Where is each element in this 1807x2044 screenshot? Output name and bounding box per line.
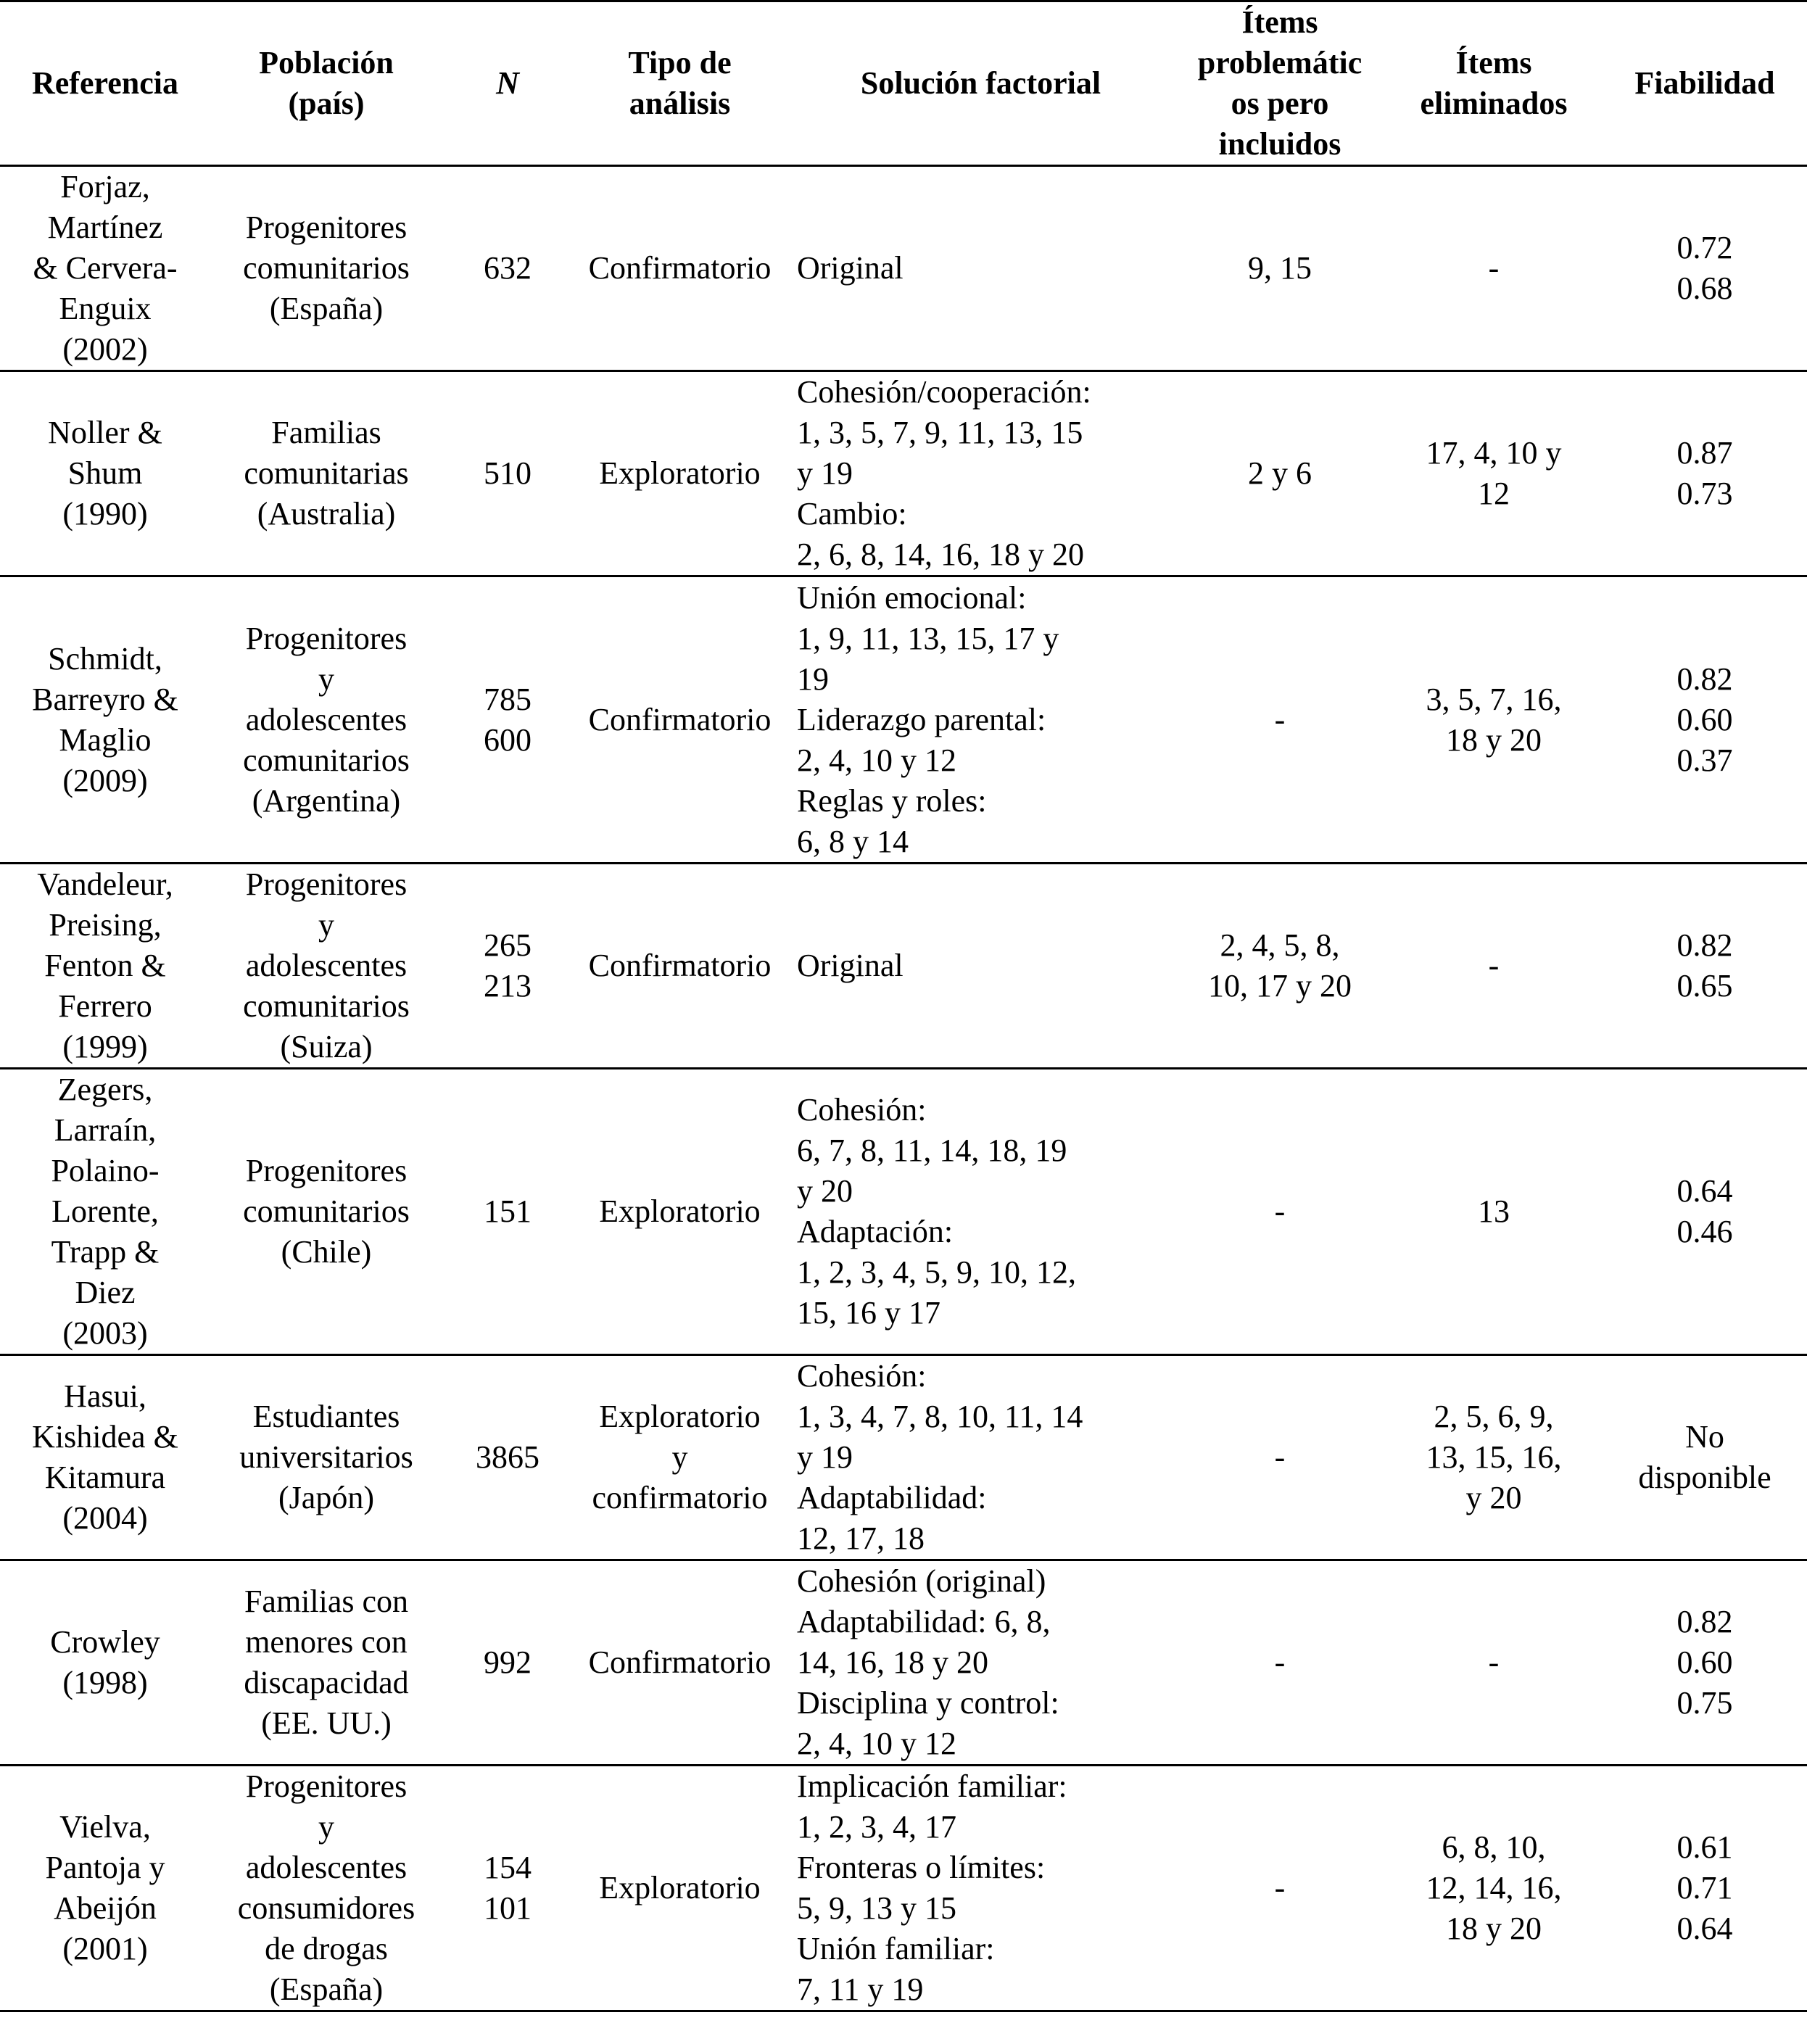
table-row bbox=[0, 166, 1807, 371]
cell-n: 3865 bbox=[442, 1355, 573, 1560]
cell-poblacion: Estudiantes universitarios (Japón) bbox=[210, 1355, 442, 1560]
cell-solucion: Cohesión: 1, 3, 4, 7, 8, 10, 11, 14 y 19 Adaptabilidad: 12, 17, 18 bbox=[787, 1355, 1175, 1560]
cell-referencia: Vandeleur, Preising, Fenton & Ferrero (1999) bbox=[0, 864, 210, 1069]
cell-problematicos: - bbox=[1175, 576, 1385, 864]
cell-problematicos: - bbox=[1175, 1766, 1385, 2011]
cell-poblacion: Progenitores y adolescentes comunitarios (Suiza) bbox=[210, 864, 442, 1069]
header-referencia: Referencia bbox=[0, 1, 210, 166]
cell-problematicos: 2 y 6 bbox=[1175, 371, 1385, 576]
cell-problematicos: - bbox=[1175, 1560, 1385, 1766]
header-items-problematicos: Ítems problemátic os pero incluidos bbox=[1175, 1, 1385, 166]
cell-problematicos: 9, 15 bbox=[1175, 166, 1385, 371]
cell-poblacion: Progenitores y adolescentes consumidores de drogas (España) bbox=[210, 1766, 442, 2011]
cell-referencia: Hasui, Kishidea & Kitamura (2004) bbox=[0, 1355, 210, 1560]
table-row bbox=[0, 864, 1807, 1069]
table-row bbox=[0, 576, 1807, 864]
cell-tipo: Confirmatorio bbox=[573, 1560, 787, 1766]
cell-eliminados: - bbox=[1385, 1560, 1603, 1766]
cell-poblacion: Progenitores y adolescentes comunitarios (Argentina) bbox=[210, 576, 442, 864]
cell-referencia: Forjaz, Martínez & Cervera- Enguix (2002) bbox=[0, 166, 210, 371]
cell-tipo: Confirmatorio bbox=[573, 166, 787, 371]
cell-n: 154 101 bbox=[442, 1766, 573, 2011]
cell-referencia: Crowley (1998) bbox=[0, 1560, 210, 1766]
header-n: N bbox=[442, 1, 573, 166]
cell-n: 992 bbox=[442, 1560, 573, 1766]
cell-eliminados: - bbox=[1385, 166, 1603, 371]
table-row bbox=[0, 371, 1807, 576]
cell-eliminados: - bbox=[1385, 864, 1603, 1069]
cell-eliminados: 13 bbox=[1385, 1069, 1603, 1355]
header-solucion-factorial: Solución factorial bbox=[787, 1, 1175, 166]
cell-problematicos: 2, 4, 5, 8, 10, 17 y 20 bbox=[1175, 864, 1385, 1069]
cell-solucion: Original bbox=[787, 864, 1175, 1069]
cell-eliminados: 2, 5, 6, 9, 13, 15, 16, y 20 bbox=[1385, 1355, 1603, 1560]
cell-fiabilidad: 0.82 0.65 bbox=[1603, 864, 1807, 1069]
cell-poblacion: Familias con menores con discapacidad (EE. UU.) bbox=[210, 1560, 442, 1766]
cell-referencia: Zegers, Larraín, Polaino- Lorente, Trapp & Diez (2003) bbox=[0, 1069, 210, 1355]
cell-fiabilidad: 0.82 0.60 0.37 bbox=[1603, 576, 1807, 864]
cell-tipo: Exploratorio bbox=[573, 1069, 787, 1355]
cell-tipo: Confirmatorio bbox=[573, 864, 787, 1069]
cell-tipo: Exploratorio bbox=[573, 371, 787, 576]
cell-solucion: Cohesión: 6, 7, 8, 11, 14, 18, 19 y 20 Adaptación: 1, 2, 3, 4, 5, 9, 10, 12, 15, 16 y 17 bbox=[787, 1069, 1175, 1355]
cell-fiabilidad: 0.82 0.60 0.75 bbox=[1603, 1560, 1807, 1766]
cell-problematicos: - bbox=[1175, 1069, 1385, 1355]
cell-referencia: Noller & Shum (1990) bbox=[0, 371, 210, 576]
cell-fiabilidad: 0.72 0.68 bbox=[1603, 166, 1807, 371]
cell-tipo: Exploratorio bbox=[573, 1766, 787, 2011]
cell-fiabilidad: 0.87 0.73 bbox=[1603, 371, 1807, 576]
cell-tipo: Confirmatorio bbox=[573, 576, 787, 864]
cell-n: 510 bbox=[442, 371, 573, 576]
cell-referencia: Vielva, Pantoja y Abeijón (2001) bbox=[0, 1766, 210, 2011]
cell-fiabilidad: 0.61 0.71 0.64 bbox=[1603, 1766, 1807, 2011]
header-poblacion: Población (país) bbox=[210, 1, 442, 166]
cell-poblacion: Progenitores comunitarios (España) bbox=[210, 166, 442, 371]
table-row bbox=[0, 1355, 1807, 1560]
header-fiabilidad: Fiabilidad bbox=[1603, 1, 1807, 166]
cell-fiabilidad: No disponible bbox=[1603, 1355, 1807, 1560]
cell-solucion: Cohesión (original) Adaptabilidad: 6, 8, 14, 16, 18 y 20 Disciplina y control: 2, 4, 10 y 12 bbox=[787, 1560, 1175, 1766]
header-items-eliminados: Ítems eliminados bbox=[1385, 1, 1603, 166]
cell-eliminados: 6, 8, 10, 12, 14, 16, 18 y 20 bbox=[1385, 1766, 1603, 2011]
cell-solucion: Unión emocional: 1, 9, 11, 13, 15, 17 y 19 Liderazgo parental: 2, 4, 10 y 12 Reglas y roles: 6, 8 y 14 bbox=[787, 576, 1175, 864]
cell-referencia: Schmidt, Barreyro & Maglio (2009) bbox=[0, 576, 210, 864]
cell-problematicos: - bbox=[1175, 1355, 1385, 1560]
cell-n: 265 213 bbox=[442, 864, 573, 1069]
table-row bbox=[0, 1560, 1807, 1766]
cell-eliminados: 17, 4, 10 y 12 bbox=[1385, 371, 1603, 576]
cell-fiabilidad: 0.64 0.46 bbox=[1603, 1069, 1807, 1355]
cell-n: 632 bbox=[442, 166, 573, 371]
cell-eliminados: 3, 5, 7, 16, 18 y 20 bbox=[1385, 576, 1603, 864]
cell-poblacion: Familias comunitarias (Australia) bbox=[210, 371, 442, 576]
cell-solucion: Cohesión/cooperación: 1, 3, 5, 7, 9, 11, 13, 15 y 19 Cambio: 2, 6, 8, 14, 16, 18 y 20 bbox=[787, 371, 1175, 576]
header-row bbox=[0, 1, 1807, 166]
cell-n: 785 600 bbox=[442, 576, 573, 864]
cell-solucion: Original bbox=[787, 166, 1175, 371]
cell-solucion: Implicación familiar: 1, 2, 3, 4, 17 Fronteras o límites: 5, 9, 13 y 15 Unión familiar: 7, 11 y 19 bbox=[787, 1766, 1175, 2011]
table-row bbox=[0, 1069, 1807, 1355]
header-tipo-analisis: Tipo de análisis bbox=[573, 1, 787, 166]
cell-poblacion: Progenitores comunitarios (Chile) bbox=[210, 1069, 442, 1355]
table-row bbox=[0, 1766, 1807, 2011]
cell-tipo: Exploratorio y confirmatorio bbox=[573, 1355, 787, 1560]
cell-n: 151 bbox=[442, 1069, 573, 1355]
